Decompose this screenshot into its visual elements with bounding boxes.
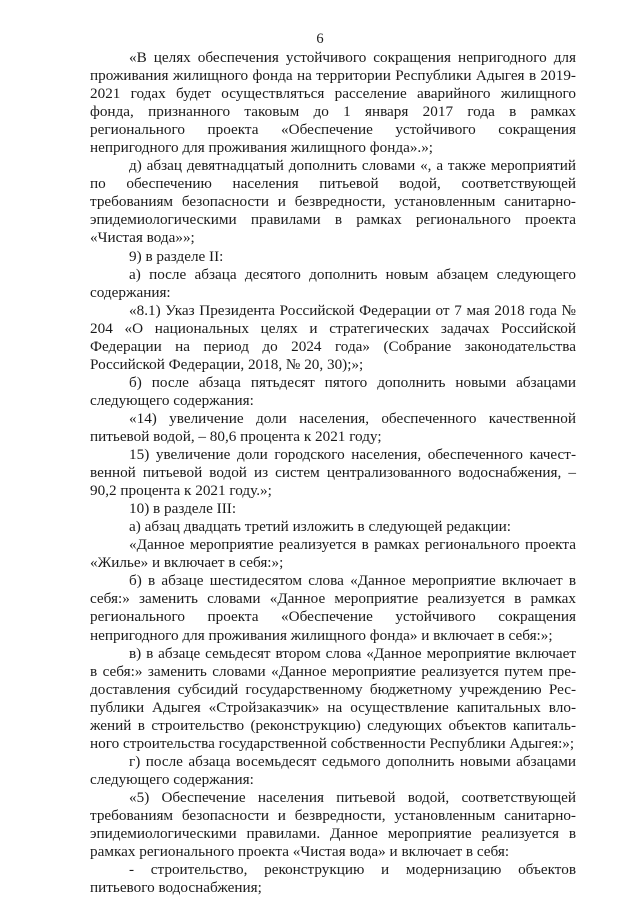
paragraph-item-b-section-3: б) в абзаце шестидесятом слова «Данное мероприятие включает в себя:» заменить словами «Данное мероприятие реализуется в рамках регионального проекта «Обеспечение устойчивого сокращения непригодного для проживания жилищного фонда» и включает в себя:»; bbox=[90, 572, 576, 644]
paragraph-intro-quote: «В целях обеспечения устойчивого сокращения непригодного для проживания жилищного фонда на территории Республики Адыгея в 2019-2021 годах будет осуществляться расселение аварийного жилищного фонда, признанного таковым до 1 января 2017 года в рамках регионального проекта «Обеспечение устойчивого сокращения непригодного для проживания жилищного фонда».»; bbox=[90, 49, 576, 157]
paragraph-housing-project: «Данное мероприятие реализуется в рамках регионального проекта «Жилье» и включает в себя:»; bbox=[90, 536, 576, 572]
page-number: 6 bbox=[316, 31, 324, 47]
paragraph-item-a-section-2: а) после абзаца десятого дополнить новым абзацем следующего содержания: bbox=[90, 265, 576, 301]
paragraph-item-g-section-3: г) после абзаца восемьдесят седьмого дополнить новыми абзацами следующего содержания: bbox=[90, 752, 576, 788]
paragraph-decree-8-1: «8.1) Указ Президента Российской Федерации от 7 мая 2018 года № 204 «О национальных целях и стратегических задачах Российской Федерации на период до 2024 года» (Собрание законодательства Российской Федерации, 2018, № 20, 30);»; bbox=[90, 301, 576, 373]
paragraph-item-v-section-3: в) в абзаце семьдесят втором слова «Данное мероприятие включает в себя:» заменить словами «Данное мероприятие реализуется путем предоставления субсидий государственному бюджетному учреждению Республики Адыгея «Стройзаказчик» на осуществление капитальных вложений в строительство (реконструкцию) следующих объектов капитального строительства государственной собственности Республики Адыгея:»; bbox=[90, 644, 576, 752]
paragraph-clean-water-5: «5) Обеспечение населения питьевой водой, соответствующей требованиям безопасности и безвредности, установленным санитарно-эпидемиологическими правилами. Данное мероприятие реализуется в рамках регионального проекта «Чистая вода» и включает в себя: bbox=[90, 788, 576, 861]
paragraph-item-d: д) абзац девятнадцатый дополнить словами «, а также мероприятий по обеспечению населения питьевой водой, соответствующей требованиям безопасности и безвредности, установленным санитарно-эпидемиологическими правилами в рамках регионального проекта «Чистая вода»»; bbox=[90, 157, 576, 247]
paragraph-section-10: 10) в разделе III: bbox=[129, 500, 237, 518]
paragraph-item-b-section-2: б) после абзаца пятьдесят пятого дополнить новыми абзацами следующего содержания: bbox=[90, 373, 576, 409]
paragraph-indicator-14: «14) увеличение доли населения, обеспеченного качественной питьевой водой, – 80,6 процента к 2021 году; bbox=[90, 409, 576, 445]
paragraph-indicator-15: 15) увеличение доли городского населения, обеспеченного качественной питьевой водой из систем централизованного водоснабжения, – 90,2 процента к 2021 году.»; bbox=[90, 446, 576, 500]
paragraph-water-construction: - строительство, реконструкцию и модернизацию объектов питьевого водоснабжения; bbox=[90, 861, 576, 897]
paragraph-item-a-section-3: а) абзац двадцать третий изложить в следующей редакции: bbox=[129, 518, 511, 536]
paragraph-section-9: 9) в разделе II: bbox=[129, 247, 224, 265]
document-body bbox=[90, 49, 576, 897]
